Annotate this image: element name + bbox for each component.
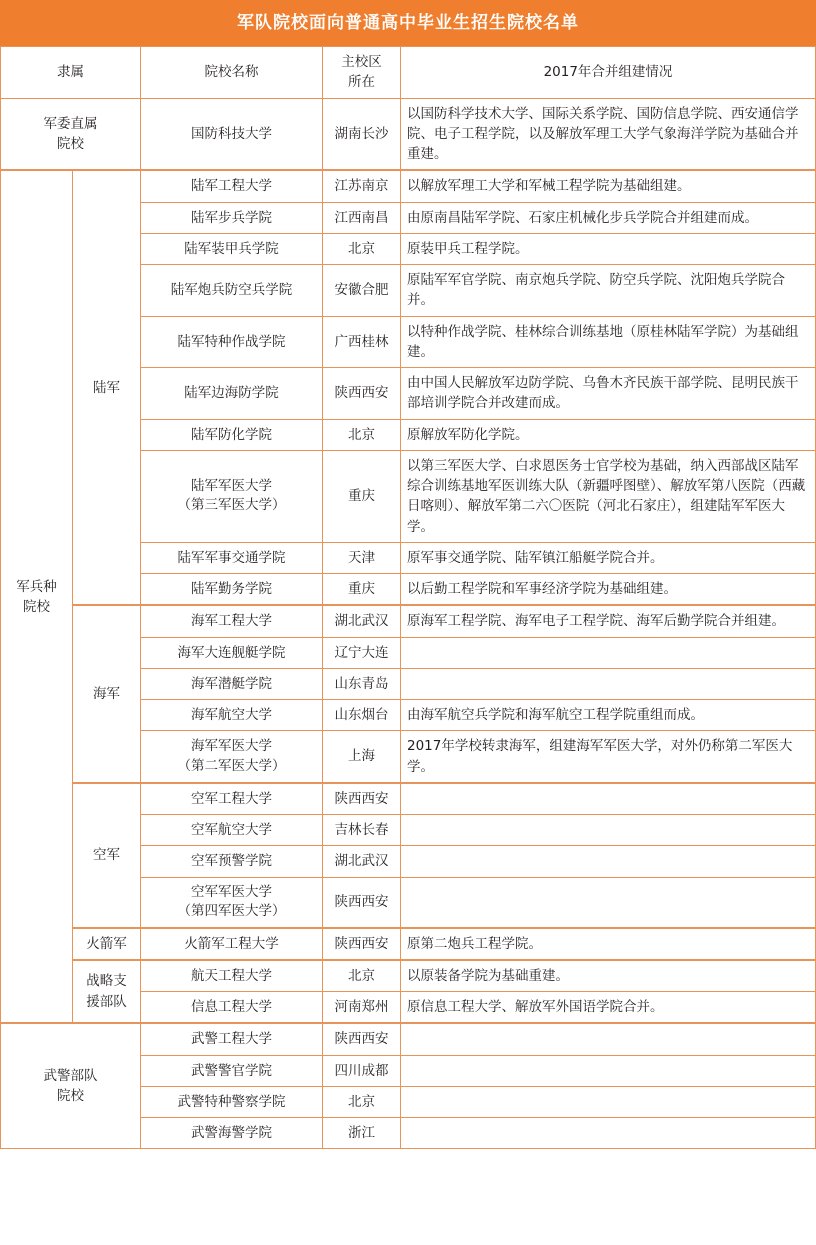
cell-school-name: 空军预警学院 [141, 846, 323, 877]
header-school: 院校名称 [141, 47, 323, 99]
cell-merger-note [401, 668, 816, 699]
cell-merger-note [401, 877, 816, 928]
cell-merger-note: 以原装备学院为基础重建。 [401, 960, 816, 992]
table-row [1, 1023, 816, 1055]
cell-location: 四川成都 [323, 1055, 401, 1086]
cell-location: 重庆 [323, 574, 401, 606]
cell-merger-note: 以特种作战学院、桂林综合训练基地（原桂林陆军学院）为基础组建。 [401, 316, 816, 368]
cell-merger-note: 原信息工程大学、解放军外国语学院合并。 [401, 992, 816, 1024]
cell-merger-note [401, 815, 816, 846]
cell-school-name: 陆军军医大学 （第三军医大学） [141, 450, 323, 542]
cell-school-name: 海军工程大学 [141, 605, 323, 637]
cell-school-name: 武警警官学院 [141, 1055, 323, 1086]
cell-location: 陕西西安 [323, 783, 401, 815]
cell-location: 江苏南京 [323, 170, 401, 202]
cell-school-name: 陆军军事交通学院 [141, 542, 323, 573]
cell-location: 湖北武汉 [323, 846, 401, 877]
cell-school-name: 陆军炮兵防空兵学院 [141, 265, 323, 317]
cell-department: 武警部队 院校 [1, 1023, 141, 1149]
cell-department: 军兵种 院校 [1, 170, 73, 1023]
cell-merger-note [401, 1118, 816, 1149]
table-row [1, 783, 816, 815]
cell-location: 陕西西安 [323, 877, 401, 928]
cell-location: 北京 [323, 233, 401, 264]
cell-school-name: 空军军医大学 （第四军医大学） [141, 877, 323, 928]
cell-location: 吉林长春 [323, 815, 401, 846]
cell-location: 北京 [323, 419, 401, 450]
cell-location: 湖南长沙 [323, 98, 401, 170]
cell-merger-note: 由海军航空兵学院和海军航空工程学院重组而成。 [401, 700, 816, 731]
cell-merger-note: 以第三军医大学、白求恩医务士官学校为基础，纳入西部战区陆军综合训练基地军医训练大队（新疆呼图壁）、解放军第八医院（西藏日喀则）、解放军第二六〇医院（河北石家庄），组建陆军军医大学。 [401, 450, 816, 542]
cell-school-name: 空军航空大学 [141, 815, 323, 846]
cell-merger-note: 原陆军军官学院、南京炮兵学院、防空兵学院、沈阳炮兵学院合并。 [401, 265, 816, 317]
cell-branch: 战略支 援部队 [73, 960, 141, 1024]
table-row [1, 170, 816, 202]
cell-school-name: 陆军工程大学 [141, 170, 323, 202]
cell-merger-note: 由原南昌陆军学院、石家庄机械化步兵学院合并组建而成。 [401, 202, 816, 233]
header-location: 主校区 所在 [323, 47, 401, 99]
cell-department: 军委直属 院校 [1, 98, 141, 170]
cell-school-name: 信息工程大学 [141, 992, 323, 1024]
cell-branch: 陆军 [73, 170, 141, 605]
header-dept: 隶属 [1, 47, 141, 99]
header-note: 2017年合并组建情况 [401, 47, 816, 99]
cell-merger-note [401, 783, 816, 815]
cell-school-name: 火箭军工程大学 [141, 928, 323, 960]
schools-table [0, 46, 816, 1149]
cell-branch: 空军 [73, 783, 141, 928]
cell-location: 湖北武汉 [323, 605, 401, 637]
cell-school-name: 空军工程大学 [141, 783, 323, 815]
cell-location: 山东青岛 [323, 668, 401, 699]
cell-merger-note [401, 637, 816, 668]
cell-merger-note [401, 1086, 816, 1117]
cell-location: 河南郑州 [323, 992, 401, 1024]
cell-branch: 火箭军 [73, 928, 141, 960]
cell-school-name: 陆军步兵学院 [141, 202, 323, 233]
cell-location: 江西南昌 [323, 202, 401, 233]
cell-merger-note: 2017年学校转隶海军，组建海军军医大学，对外仍称第二军医大学。 [401, 731, 816, 783]
cell-school-name: 陆军防化学院 [141, 419, 323, 450]
cell-location: 广西桂林 [323, 316, 401, 368]
cell-school-name: 陆军特种作战学院 [141, 316, 323, 368]
cell-location: 北京 [323, 960, 401, 992]
cell-school-name: 陆军装甲兵学院 [141, 233, 323, 264]
cell-merger-note: 以解放军理工大学和军械工程学院为基础组建。 [401, 170, 816, 202]
cell-merger-note [401, 1023, 816, 1055]
cell-location: 陕西西安 [323, 928, 401, 960]
cell-location: 安徽合肥 [323, 265, 401, 317]
table-row [1, 605, 816, 637]
cell-location: 浙江 [323, 1118, 401, 1149]
cell-location: 天津 [323, 542, 401, 573]
table-header-row [1, 47, 816, 99]
cell-merger-note [401, 1055, 816, 1086]
cell-merger-note: 原军事交通学院、陆军镇江船艇学院合并。 [401, 542, 816, 573]
cell-location: 山东烟台 [323, 700, 401, 731]
cell-school-name: 海军大连舰艇学院 [141, 637, 323, 668]
cell-school-name: 海军军医大学 （第二军医大学） [141, 731, 323, 783]
cell-school-name: 武警海警学院 [141, 1118, 323, 1149]
cell-branch: 海军 [73, 605, 141, 783]
table-row [1, 960, 816, 992]
cell-school-name: 武警特种警察学院 [141, 1086, 323, 1117]
cell-merger-note: 以后勤工程学院和军事经济学院为基础组建。 [401, 574, 816, 606]
cell-location: 北京 [323, 1086, 401, 1117]
cell-school-name: 海军航空大学 [141, 700, 323, 731]
cell-school-name: 陆军勤务学院 [141, 574, 323, 606]
cell-merger-note: 由中国人民解放军边防学院、乌鲁木齐民族干部学院、昆明民族干部培训学院合并改建而成。 [401, 368, 816, 420]
cell-location: 陕西西安 [323, 1023, 401, 1055]
cell-school-name: 武警工程大学 [141, 1023, 323, 1055]
cell-school-name: 航天工程大学 [141, 960, 323, 992]
cell-school-name: 国防科技大学 [141, 98, 323, 170]
cell-merger-note: 原装甲兵工程学院。 [401, 233, 816, 264]
cell-location: 上海 [323, 731, 401, 783]
table-row [1, 98, 816, 170]
cell-merger-note: 原解放军防化学院。 [401, 419, 816, 450]
cell-location: 陕西西安 [323, 368, 401, 420]
cell-location: 辽宁大连 [323, 637, 401, 668]
table-row [1, 928, 816, 960]
cell-location: 重庆 [323, 450, 401, 542]
cell-merger-note: 原海军工程学院、海军电子工程学院、海军后勤学院合并组建。 [401, 605, 816, 637]
page-title: 军队院校面向普通高中毕业生招生院校名单 [0, 0, 816, 46]
cell-school-name: 陆军边海防学院 [141, 368, 323, 420]
cell-school-name: 海军潜艇学院 [141, 668, 323, 699]
cell-merger-note: 原第二炮兵工程学院。 [401, 928, 816, 960]
cell-merger-note: 以国防科学技术大学、国际关系学院、国防信息学院、西安通信学院、电子工程学院，以及解放军理工大学气象海洋学院为基础合并重建。 [401, 98, 816, 170]
cell-merger-note [401, 846, 816, 877]
